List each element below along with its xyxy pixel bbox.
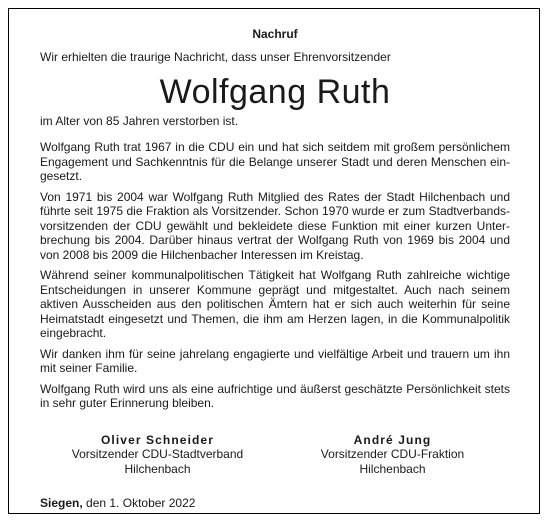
deceased-name: Wolfgang Ruth <box>159 73 391 111</box>
footer-date: den 1. Oktober 2022 <box>86 496 196 510</box>
signatory-place: Hilchenbach <box>124 461 191 476</box>
signatory-role: Vorsitzender CDU-Fraktion <box>320 447 465 461</box>
obituary-frame <box>8 8 540 514</box>
signatory-place: Hilchenbach <box>359 461 426 476</box>
place-date-line <box>40 496 510 510</box>
obituary-content <box>40 9 510 510</box>
paragraph-2: Von 1971 bis 2004 war Wolfgang Ruth Mitglied des Rates der Stadt Hilchenbach und führte seit 1975 die Fraktion als Vorsitzender. Schon 1970 wurde er zum Stadtverbandsvorsitzenden der CDU gewählt und bekleidete diese Funktion mit einer kurzen Unterbrechung bis 2004. Darüber hinaus vertrat der Wolfgang Ruth von 1969 bis 2004 und von 2008 bis 2009 die Hilchenbacher Interessen im Kreistag. <box>40 189 510 262</box>
signatory-name: André Jung <box>353 432 432 447</box>
signatory-role: Vorsitzender CDU-Stadtverband <box>71 447 244 461</box>
paragraph-5: Wolfgang Ruth wird uns als eine aufrichtige und äußerst geschätzte Persönlichkeit stets in sehr guter Erinnerung bleiben. <box>40 381 510 410</box>
paragraph-4: Wir danken ihm für seine jahrelang engagierte und vielfältige Arbeit und trauern um ihn mit seiner Familie. <box>40 346 510 375</box>
signature-right <box>275 433 510 477</box>
paragraph-3: Während seiner kommunalpolitischen Tätigkeit hat Wolfgang Ruth zahlreiche wichtige Entscheidungen in unserer Kommune geprägt und mitgestaltet. Auch nach seinem aktiven Ausscheiden aus den politischen Ämtern hat er sich auch weiterhin für seine Heimatstadt eingesetzt und Themen, die ihm am Herzen lagen, in die Kommunalpolitik eingebracht. <box>40 268 510 340</box>
obituary-heading: Nachruf <box>252 27 298 41</box>
signatures <box>40 433 510 477</box>
signature-left <box>40 433 275 477</box>
paragraph-1: Wolfgang Ruth trat 1967 in die CDU ein und hat sich seitdem mit großem persönlichem Engagement und Sachkenntnis für die Belange unserer Stadt und deren Menschen eingesetzt. <box>40 140 510 183</box>
age-line: im Alter von 85 Jahren verstorben ist. <box>40 114 239 128</box>
footer-city: Siegen, <box>40 496 83 510</box>
intro-line: Wir erhielten die traurige Nachricht, dass unser Ehrenvorsitzender <box>40 50 391 64</box>
signatory-name: Oliver Schneider <box>101 432 214 447</box>
